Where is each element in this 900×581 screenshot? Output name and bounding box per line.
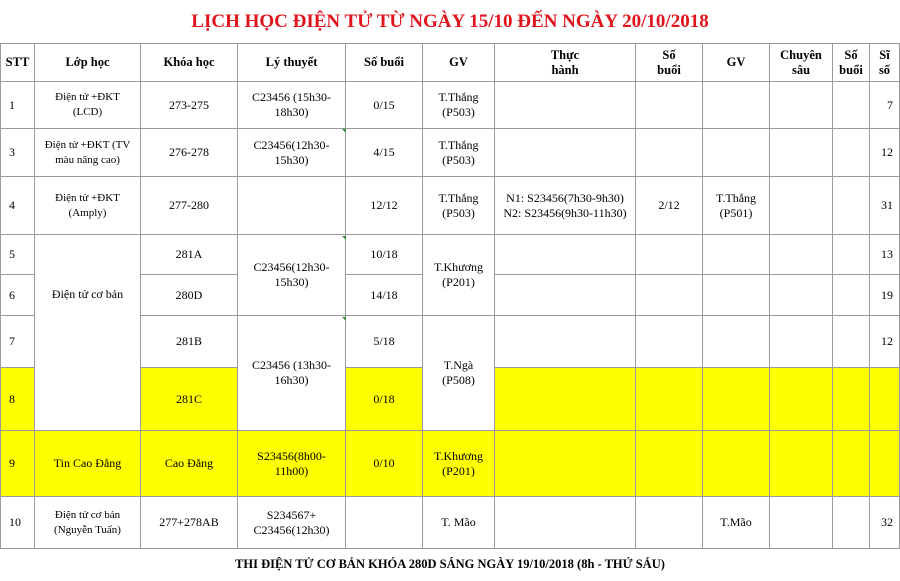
cell-so-buoi: 0/15	[346, 82, 423, 129]
cell-gv-2	[703, 129, 770, 177]
cell-chuyen-sau	[770, 177, 833, 235]
comment-marker	[342, 317, 346, 321]
cell-chuyen-sau	[770, 129, 833, 177]
header-gv: GV	[423, 44, 495, 82]
table-row	[1, 235, 900, 275]
cell-ly-thuyet: C23456(12h30-15h30)	[238, 129, 346, 177]
cell-gv-2	[703, 368, 770, 431]
exam-note: THI ĐIỆN TỬ CƠ BẢN KHÓA 280D SÁNG NGÀY 19/10/2018 (8h - THỨ SÁU)	[235, 557, 665, 571]
header-lop-hoc: Lớp học	[35, 44, 141, 82]
cell-chuyen-sau	[770, 368, 833, 431]
cell-so-buoi-3	[833, 431, 870, 497]
cell-si-so: 7	[870, 82, 900, 129]
cell-thuc-hanh	[495, 316, 636, 368]
cell-so-buoi-2	[636, 497, 703, 549]
cell-khoa-hoc: 281B	[141, 316, 238, 368]
cell-khoa-hoc: 276-278	[141, 129, 238, 177]
cell-stt: 9	[1, 431, 35, 497]
cell-so-buoi-3	[833, 129, 870, 177]
cell-stt: 1	[1, 82, 35, 129]
cell-khoa-hoc: 281C	[141, 368, 238, 431]
cell-gv: T.Thắng (P503)	[423, 177, 495, 235]
header-ly-thuyet: Lý thuyết	[238, 44, 346, 82]
comment-marker	[342, 236, 346, 240]
cell-thuc-hanh	[495, 275, 636, 316]
cell-si-so: 13	[870, 235, 900, 275]
cell-lop-hoc: Điện tử cơ bản (Nguyễn Tuấn)	[35, 497, 141, 549]
cell-so-buoi-3	[833, 368, 870, 431]
header-thuc-hanh: Thực hành	[495, 44, 636, 82]
cell-khoa-hoc: 273-275	[141, 82, 238, 129]
cell-so-buoi-2	[636, 235, 703, 275]
cell-si-so: 12	[870, 129, 900, 177]
cell-gv: T.Thắng (P503)	[423, 129, 495, 177]
cell-stt: 10	[1, 497, 35, 549]
cell-chuyen-sau	[770, 82, 833, 129]
cell-gv-2	[703, 235, 770, 275]
cell-stt: 3	[1, 129, 35, 177]
cell-thuc-hanh	[495, 82, 636, 129]
cell-so-buoi: 4/15	[346, 129, 423, 177]
cell-so-buoi-2	[636, 275, 703, 316]
header-si-so: Sĩ số	[870, 44, 900, 82]
cell-gv-2	[703, 431, 770, 497]
cell-so-buoi-3	[833, 177, 870, 235]
cell-si-so: 19	[870, 275, 900, 316]
cell-thuc-hanh	[495, 368, 636, 431]
header-so-buoi: Số buổi	[346, 44, 423, 82]
header-stt: STT	[1, 44, 35, 82]
cell-thuc-hanh	[495, 497, 636, 549]
cell-so-buoi: 0/10	[346, 431, 423, 497]
schedule-table	[0, 43, 900, 549]
cell-so-buoi	[346, 497, 423, 549]
cell-ly-thuyet: S23456(8h00-11h00)	[238, 431, 346, 497]
cell-gv-2: T.Thắng (P501)	[703, 177, 770, 235]
cell-si-so	[870, 368, 900, 431]
cell-so-buoi: 10/18	[346, 235, 423, 275]
cell-thuc-hanh	[495, 235, 636, 275]
cell-chuyen-sau	[770, 431, 833, 497]
cell-so-buoi-3	[833, 275, 870, 316]
cell-stt: 4	[1, 177, 35, 235]
cell-si-so: 31	[870, 177, 900, 235]
cell-gv: T.Thắng (P503)	[423, 82, 495, 129]
thuc-hanh-nhom-1: N1: S23456(7h30-9h30)	[506, 190, 624, 205]
cell-si-so	[870, 431, 900, 497]
table-row	[1, 177, 900, 235]
cell-thuc-hanh	[495, 431, 636, 497]
cell-gv-2	[703, 316, 770, 368]
cell-so-buoi-2	[636, 82, 703, 129]
cell-chuyen-sau	[770, 275, 833, 316]
cell-gv: T. Mão	[423, 497, 495, 549]
cell-so-buoi: 14/18	[346, 275, 423, 316]
cell-so-buoi-2	[636, 129, 703, 177]
cell-gv-2: T.Mão	[703, 497, 770, 549]
cell-so-buoi: 12/12	[346, 177, 423, 235]
cell-gv-2	[703, 82, 770, 129]
cell-ly-thuyet: S234567+ C23456(12h30)	[238, 497, 346, 549]
cell-gv-group: T.Ngà (P508)	[423, 316, 495, 431]
cell-lop-hoc: Tin Cao Đẳng	[35, 431, 141, 497]
cell-so-buoi: 5/18	[346, 316, 423, 368]
cell-stt: 8	[1, 368, 35, 431]
cell-khoa-hoc: 281A	[141, 235, 238, 275]
cell-ly-thuyet-group: C23456 (13h30-16h30)	[238, 316, 346, 431]
table-row	[1, 497, 900, 549]
cell-ly-thuyet	[238, 177, 346, 235]
cell-lop-hoc: Điện tử +ĐKT (Amply)	[35, 177, 141, 235]
cell-lop-hoc: Điện tử +ĐKT (LCD)	[35, 82, 141, 129]
cell-chuyen-sau	[770, 497, 833, 549]
cell-khoa-hoc: 280D	[141, 275, 238, 316]
cell-so-buoi-3	[833, 316, 870, 368]
cell-so-buoi-2	[636, 431, 703, 497]
cell-stt: 6	[1, 275, 35, 316]
cell-thuc-hanh	[495, 129, 636, 177]
header-gv-2: GV	[703, 44, 770, 82]
header-khoa-hoc: Khóa học	[141, 44, 238, 82]
cell-khoa-hoc: 277-280	[141, 177, 238, 235]
cell-gv: T.Khương (P201)	[423, 431, 495, 497]
table-row	[1, 82, 900, 129]
header-so-buoi-3: Số buổi	[833, 44, 870, 82]
header-so-buoi-2: Số buổi	[636, 44, 703, 82]
cell-so-buoi-2: 2/12	[636, 177, 703, 235]
cell-khoa-hoc: 277+278AB	[141, 497, 238, 549]
cell-so-buoi-2	[636, 316, 703, 368]
cell-so-buoi-3	[833, 235, 870, 275]
cell-gv-2	[703, 275, 770, 316]
cell-gv-group: T.Khương (P201)	[423, 235, 495, 316]
cell-so-buoi-3	[833, 497, 870, 549]
cell-so-buoi: 0/18	[346, 368, 423, 431]
cell-si-so: 12	[870, 316, 900, 368]
cell-lop-hoc: Điện tử +ĐKT (TV màu nâng cao)	[35, 129, 141, 177]
cell-stt: 5	[1, 235, 35, 275]
thuc-hanh-nhom-2: N2: S23456(9h30-11h30)	[503, 205, 627, 220]
page-title: LỊCH HỌC ĐIỆN TỬ TỪ NGÀY 15/10 ĐẾN NGÀY 20/10/2018	[191, 11, 709, 32]
cell-so-buoi-3	[833, 82, 870, 129]
cell-chuyen-sau	[770, 316, 833, 368]
cell-so-buoi-2	[636, 368, 703, 431]
cell-thuc-hanh	[495, 177, 636, 235]
table-row	[1, 129, 900, 177]
header-chuyen-sau: Chuyên sâu	[770, 44, 833, 82]
cell-khoa-hoc: Cao Đẳng	[141, 431, 238, 497]
header-row	[1, 44, 900, 82]
comment-marker	[342, 129, 346, 133]
cell-stt: 7	[1, 316, 35, 368]
cell-lop-hoc-group: Điện tử cơ bản	[35, 235, 141, 431]
cell-ly-thuyet-group: C23456(12h30-15h30)	[238, 235, 346, 316]
table-row-highlighted	[1, 431, 900, 497]
cell-si-so: 32	[870, 497, 900, 549]
cell-ly-thuyet: C23456 (15h30-18h30)	[238, 82, 346, 129]
cell-chuyen-sau	[770, 235, 833, 275]
